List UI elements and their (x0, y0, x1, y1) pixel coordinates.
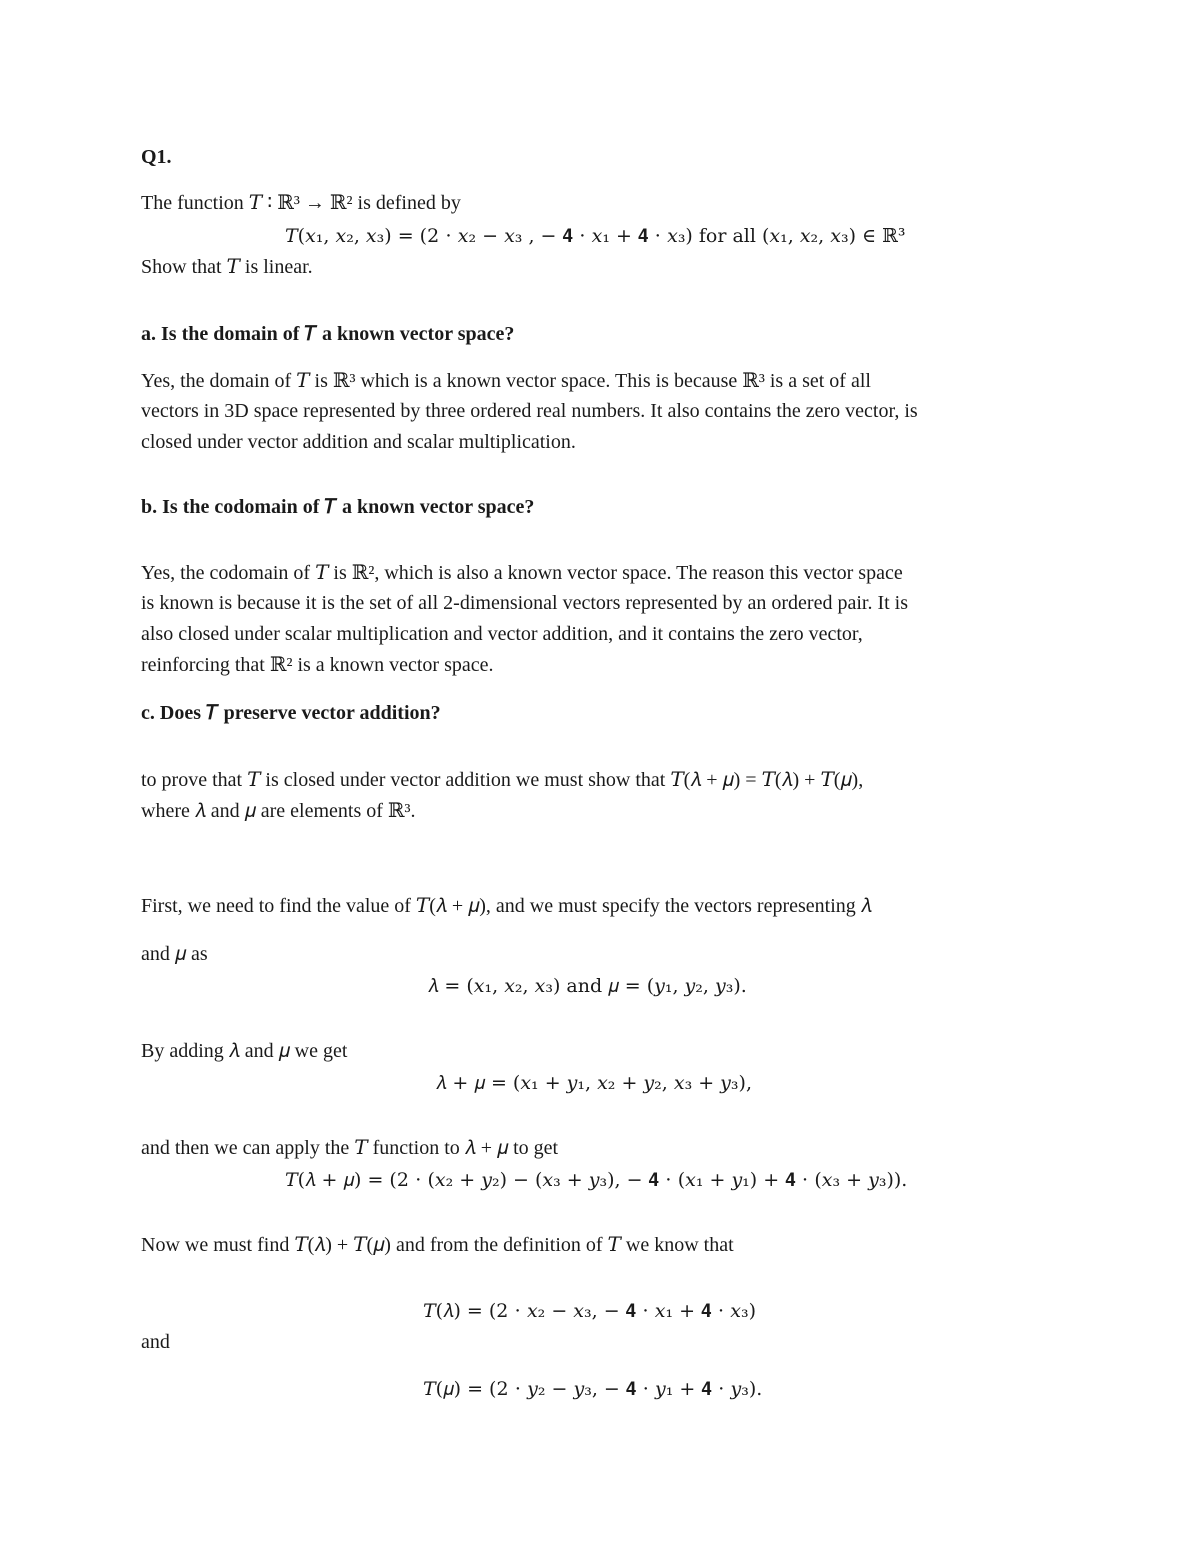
by-adding-line: By adding 𝜆 and 𝜇 we get (141, 1040, 348, 1062)
part-b-answer-line: reinforcing that ℝ² is a known vector space. (141, 654, 494, 676)
part-a-answer-line: vectors in 3D space represented by three ordered real numbers. It also contains the zero vector, is (141, 400, 918, 422)
definition-equation: 𝑇(𝑥₁, 𝑥₂, 𝑥₃) = (2 ⋅ 𝑥₂ − 𝑥₃ , − 𝟒 ⋅ 𝑥₁ + 𝟒 ⋅ 𝑥₃) for all (𝑥₁, 𝑥₂, 𝑥₃) ∈ ℝ³ (285, 225, 906, 247)
part-c-prove-line: where 𝜆 and 𝜇 are elements of ℝ³. (141, 800, 416, 822)
part-a-question: a. Is the domain of 𝑇 a known vector space? (141, 323, 515, 345)
now-line: Now we must find 𝑇(𝜆) + 𝑇(𝜇) and from the definition of 𝑇 we know that (141, 1234, 734, 1256)
and-word: and (141, 1331, 170, 1353)
vectors-equation: 𝜆 = (𝑥₁, 𝑥₂, 𝑥₃) and 𝜇 = (𝑦₁, 𝑦₂, 𝑦₃). (428, 975, 747, 997)
part-c-first-line: First, we need to find the value of 𝑇(𝜆 + 𝜇), and we must specify the vectors representing 𝜆 (141, 895, 872, 917)
part-b-question: b. Is the codomain of 𝑇 a known vector space? (141, 496, 535, 518)
intro-line: The function 𝑇 ∶ ℝ³ → ℝ² is defined by (141, 192, 461, 214)
t-lambda-equation: 𝑇(𝜆) = (2 ⋅ 𝑥₂ − 𝑥₃, − 𝟒 ⋅ 𝑥₁ + 𝟒 ⋅ 𝑥₃) (423, 1300, 757, 1322)
part-c-prove-line: to prove that 𝑇 is closed under vector addition we must show that 𝑇(𝜆 + 𝜇) = 𝑇(𝜆) + 𝑇(𝜇), (141, 769, 864, 791)
part-b-answer-line: Yes, the codomain of 𝑇 is ℝ², which is also a known vector space. The reason this vector space (141, 562, 903, 584)
t-mu-equation: 𝑇(𝜇) = (2 ⋅ 𝑦₂ − 𝑦₃, − 𝟒 ⋅ 𝑦₁ + 𝟒 ⋅ 𝑦₃). (423, 1378, 763, 1400)
part-b-answer-line: also closed under scalar multiplication and vector addition, and it contains the zero vector, (141, 623, 863, 645)
question-heading: Q1. (141, 146, 172, 168)
sum-equation: 𝜆 + 𝜇 = (𝑥₁ + 𝑦₁, 𝑥₂ + 𝑦₂, 𝑥₃ + 𝑦₃), (436, 1072, 752, 1094)
t-sum-equation: 𝑇(𝜆 + 𝜇) = (2 ⋅ (𝑥₂ + 𝑦₂) − (𝑥₃ + 𝑦₃), − 𝟒 ⋅ (𝑥₁ + 𝑦₁) + 𝟒 ⋅ (𝑥₃ + 𝑦₃)). (285, 1169, 908, 1191)
part-b-answer-line: is known is because it is the set of all 2-dimensional vectors represented by an ordered pair. It is (141, 592, 909, 614)
intro-instruction: Show that 𝑇 is linear. (141, 256, 313, 278)
part-a-answer-line: Yes, the domain of 𝑇 is ℝ³ which is a known vector space. This is because ℝ³ is a set of all (141, 370, 871, 392)
part-c-and-mu-as: and 𝜇 as (141, 943, 208, 965)
part-c-question: c. Does 𝑇 preserve vector addition? (141, 702, 441, 724)
apply-line: and then we can apply the 𝑇 function to 𝜆 + 𝜇 to get (141, 1137, 559, 1159)
part-a-answer-line: closed under vector addition and scalar multiplication. (141, 431, 576, 453)
